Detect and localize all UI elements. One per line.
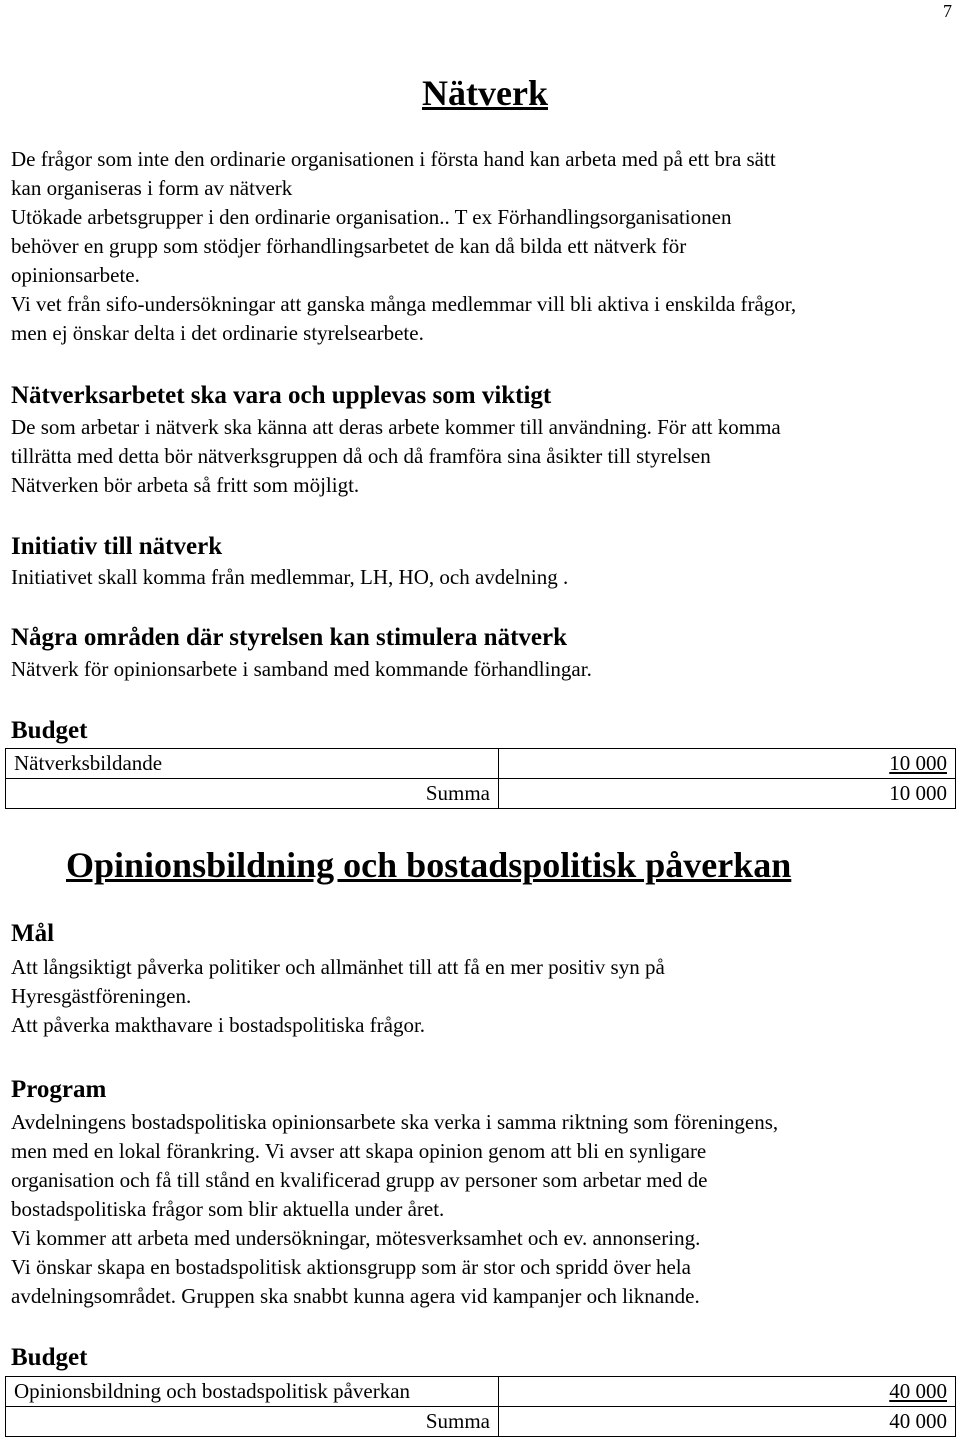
- text-line: men ej önskar delta i det ordinarie styrelsearbete.: [11, 321, 424, 345]
- text-line: men med en lokal förankring. Vi avser att skapa opinion genom att bli en synligare: [11, 1139, 707, 1163]
- text-line: organisation och få till stånd en kvalificerad grupp av personer som arbetar med de: [11, 1168, 708, 1192]
- text-line: Vi önskar skapa en bostadspolitisk aktionsgrupp som är stor och spridd över hela: [11, 1255, 691, 1279]
- heading-program: Program: [11, 1076, 107, 1103]
- heading-mal: Mål: [11, 920, 55, 947]
- text-line: Att långsiktigt påverka politiker och allmänhet till att få en mer positiv syn på: [11, 955, 665, 979]
- budget-sum-label: Summa: [6, 779, 499, 809]
- heading-budget-natverk: Budget: [11, 717, 88, 744]
- budget-item-label: Nätverksbildande: [6, 749, 499, 779]
- heading-budget-opinion: Budget: [11, 1344, 88, 1371]
- text-line: behöver en grupp som stödjer förhandlingsarbetet de kan då bilda ett nätverk för: [11, 234, 687, 258]
- text-line: De som arbetar i nätverk ska känna att deras arbete kommer till användning. För att komma: [11, 415, 781, 439]
- text-line: De frågor som inte den ordinarie organisationen i första hand kan arbeta med på ett bra sätt: [11, 147, 776, 171]
- page-number: 7: [943, 1, 952, 21]
- text-line: Initiativet skall komma från medlemmar, LH, HO, och avdelning .: [11, 565, 569, 589]
- text-line: bostadspolitiska frågor som blir aktuella under året.: [11, 1197, 445, 1221]
- budget-sum-label: Summa: [6, 1407, 499, 1437]
- table-row: [6, 779, 956, 809]
- budget-item-value: 40 000: [499, 1377, 956, 1407]
- budget-item-value: 10 000: [499, 749, 956, 779]
- budget-item-label: Opinionsbildning och bostadspolitisk påverkan: [6, 1377, 499, 1407]
- table-row: [6, 1407, 956, 1437]
- table-row: [6, 749, 956, 779]
- text-line: Att påverka makthavare i bostadspolitiska frågor.: [11, 1013, 426, 1037]
- budget-sum-value: 10 000: [499, 779, 956, 809]
- section-title-natverk: Nätverk: [422, 73, 548, 113]
- text-line: Vi kommer att arbeta med undersökningar, mötesverksamhet och ev. annonsering.: [11, 1226, 701, 1250]
- text-line: Nätverk för opinionsarbete i samband med kommande förhandlingar.: [11, 657, 592, 681]
- text-line: kan organiseras i form av nätverk: [11, 176, 293, 200]
- heading-omraden: Några områden där styrelsen kan stimulera nätverk: [11, 624, 567, 651]
- heading-viktigt: Nätverksarbetet ska vara och upplevas som viktigt: [11, 382, 552, 409]
- text-line: Nätverken bör arbeta så fritt som möjligt.: [11, 473, 360, 497]
- budget-table-opinion: [5, 1376, 956, 1437]
- budget-table-natverk: [5, 748, 956, 809]
- text-line: tillrätta med detta bör nätverksgruppen då och då framföra sina åsikter till styrelsen: [11, 444, 711, 468]
- heading-initiativ: Initiativ till nätverk: [11, 533, 223, 560]
- table-row: [6, 1377, 956, 1407]
- section-title-opinion: Opinionsbildning och bostadspolitisk påverkan: [66, 845, 792, 885]
- text-line: Hyresgästföreningen.: [11, 984, 192, 1008]
- text-line: opinionsarbete.: [11, 263, 140, 287]
- text-line: Avdelningens bostadspolitiska opinionsarbete ska verka i samma riktning som föreningens,: [11, 1110, 779, 1134]
- text-line: Utökade arbetsgrupper i den ordinarie organisation.. T ex Förhandlingsorganisationen: [11, 205, 732, 229]
- text-line: Vi vet från sifo-undersökningar att ganska många medlemmar vill bli aktiva i enskilda frågor,: [11, 292, 797, 316]
- budget-sum-value: 40 000: [499, 1407, 956, 1437]
- text-line: avdelningsområdet. Gruppen ska snabbt kunna agera vid kampanjer och liknande.: [11, 1284, 700, 1308]
